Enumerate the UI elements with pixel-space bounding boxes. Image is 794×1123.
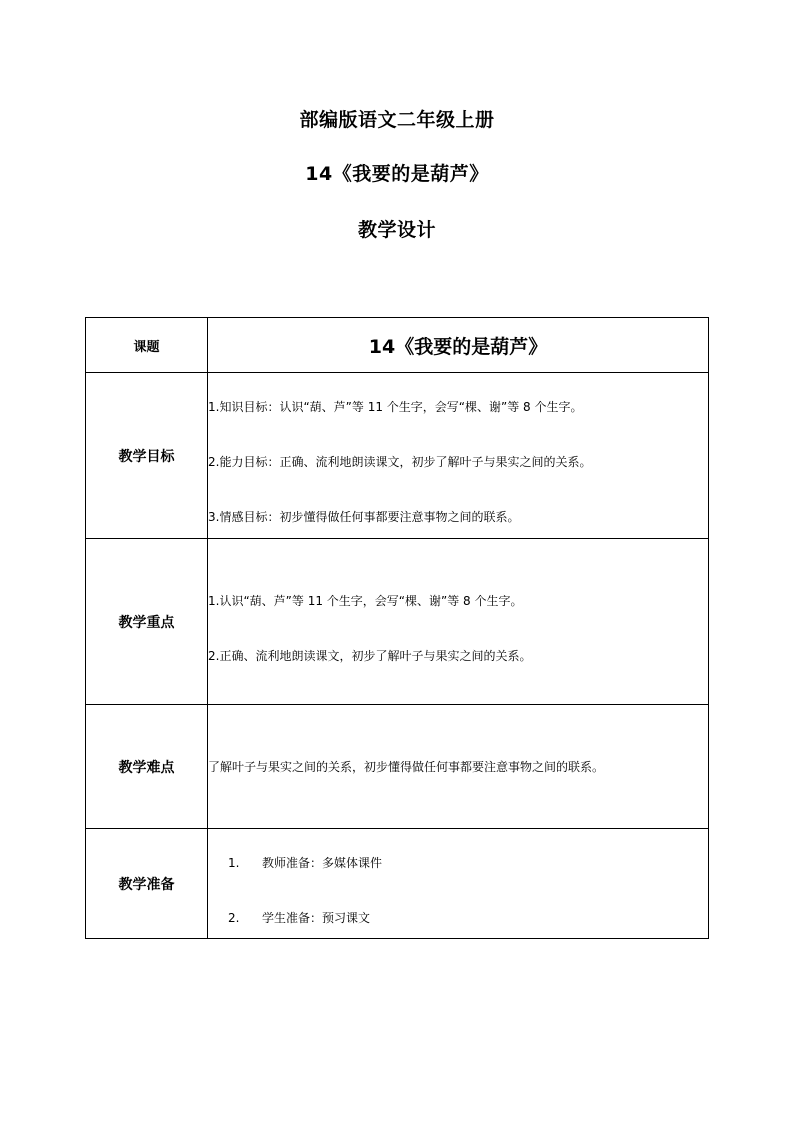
document-subtitle: 教学设计 (357, 219, 436, 241)
keypoints-cell (208, 539, 709, 705)
preparation-cell (208, 829, 709, 939)
difficulty-label: 教学难点 (86, 705, 208, 829)
keypoint-item: 2.正确、流利地朗读课文，初步了解叶子与果实之间的关系。 (208, 649, 532, 663)
lesson-title: 14《我要的是葫芦》 (305, 163, 489, 185)
preparation-label: 教学准备 (86, 829, 208, 939)
preparation-item-student (208, 910, 708, 926)
goal-item-emotion: 3.情感目标：初步懂得做任何事都要注意事物之间的联系。 (208, 509, 520, 524)
difficulty-cell (208, 705, 709, 829)
preparation-text: 教师准备：多媒体课件 (262, 856, 383, 870)
list-number: 2. (228, 911, 240, 925)
table-row-topic (86, 318, 709, 373)
keypoints-label: 教学重点 (86, 539, 208, 705)
keypoint-item: 1.认识“葫、芦”等 11 个生字，会写“棵、谢”等 8 个生字。 (208, 594, 523, 608)
difficulty-text: 了解叶子与果实之间的关系，初步懂得做任何事都要注意事物之间的联系。 (208, 759, 605, 774)
preparation-item-teacher (208, 855, 708, 871)
goal-item-knowledge: 1.知识目标：认识“葫、芦”等 11 个生字，会写“棵、谢”等 8 个生字。 (208, 399, 583, 414)
document-title: 部编版语文二年级上册 (299, 109, 495, 131)
table-row-difficulty (86, 705, 709, 829)
goal-item-ability: 2.能力目标：正确、流利地朗读课文，初步了解叶子与果实之间的关系。 (208, 454, 592, 469)
table-row-preparation (86, 829, 709, 939)
table-row-goals (86, 373, 709, 539)
lesson-plan-table (85, 317, 709, 939)
table-row-keypoints (86, 539, 709, 705)
goals-cell (208, 373, 709, 539)
topic-value: 14《我要的是葫芦》 (208, 318, 709, 373)
preparation-text: 学生准备：预习课文 (262, 911, 371, 925)
topic-label: 课题 (86, 318, 208, 373)
list-number: 1. (228, 856, 240, 870)
goals-label: 教学目标 (86, 373, 208, 539)
